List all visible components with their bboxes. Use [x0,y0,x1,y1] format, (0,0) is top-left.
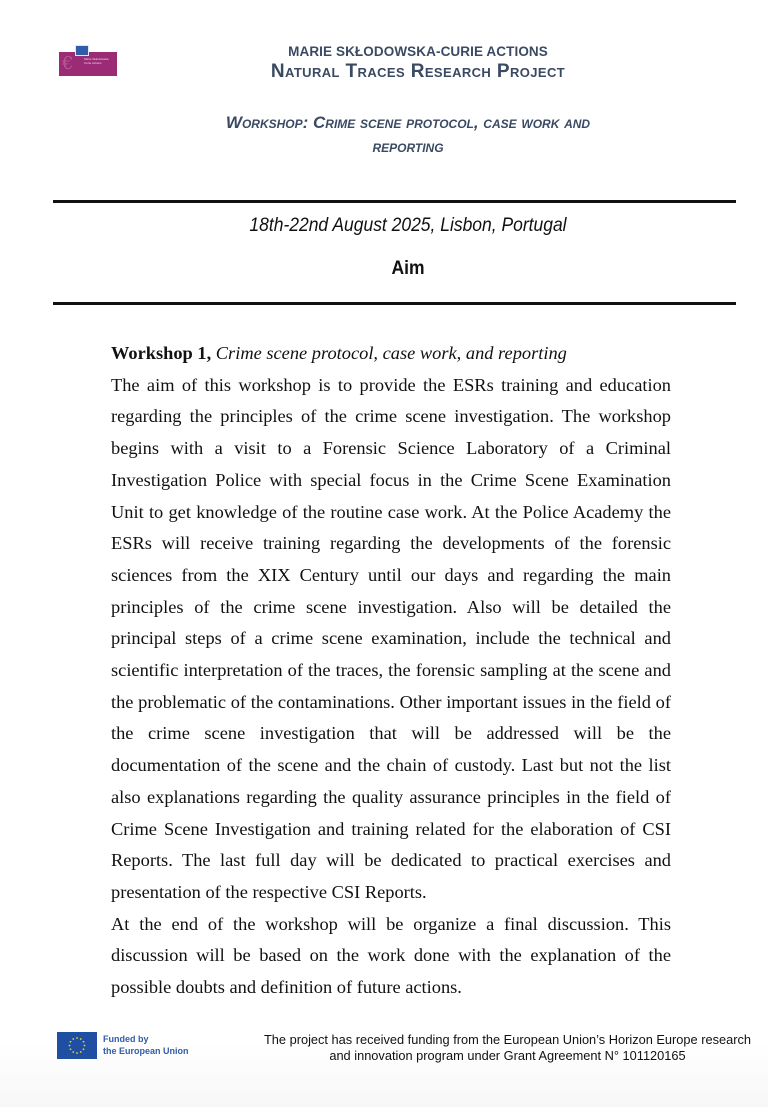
closing-paragraph: At the end of the workshop will be organize a final discussion. This discussion will be based on the work done with the explanation of the possible doubts and definition of future actions. [111,913,671,998]
funding-line-2: and innovation program under Grant Agreement N° 101120165 [329,1048,686,1063]
eu-funding-line-2: the European Union [103,1046,189,1056]
organization-name: MARIE SKŁODOWSKA-CURIE ACTIONS [288,44,548,59]
eu-funding-logo [57,1031,197,1061]
document-body [111,338,671,1004]
top-divider [53,200,736,203]
eu-funding-line-1: Funded by [103,1034,149,1044]
event-dates-location: 18th-22nd August 2025, Lisbon, Portugal [249,215,567,236]
workshop-subtitle: Crime scene protocol, case work, and reporting [215,343,567,363]
funding-acknowledgement [250,1032,765,1064]
aim-paragraph: The aim of this workshop is to provide the ESRs training and education regarding the principles of the crime scene investigation. The workshop begins with a visit to a Forensic Science Laboratory of a Criminal Investigation Police with special focus in the Crime Scene Examination Unit to get knowledge of the routine case work. At the Police Academy the ESRs will receive training regarding the developments of the forensic sciences from the XIX Century until our days and regarding the main principles of the crime scene investigation. Also will be detailed the principal steps of a crime scene examination, include the technical and scientific interpretation of the traces, the forensic sampling at the scene and the problematic of the contaminations. Other important issues in the field of the crime scene investigation that will be addressed will be the documentation of the scene and the chain of custody. Last but not the list also explanations regarding the quality assurance principles in the field of Crime Scene Investigation and training related for the elaboration of CSI Reports. The last full day will be dedicated to practical exercises and presentation of the respective CSI Reports. [111,374,671,902]
workshop-heading [111,338,671,370]
project-name: Natural Traces Research Project [270,61,566,82]
eu-stars-flag-icon [57,1032,97,1059]
msca-logo-text: Marie Skłodowska-Curie Actions [84,57,110,65]
msca-emblem-icon: € [62,53,74,74]
workshop-label: Workshop 1, [111,343,212,363]
section-heading-aim: Aim [391,258,425,279]
workshop-title-line-1: Workshop: Crime scene protocol, case work and [225,113,591,132]
workshop-title-line-2: reporting [372,137,444,156]
workshop-title [24,111,768,159]
funding-line-1: The project has received funding from the European Union’s Horizon Europe research [263,1032,752,1047]
eu-funding-text [103,1033,189,1057]
bottom-divider [53,302,736,305]
